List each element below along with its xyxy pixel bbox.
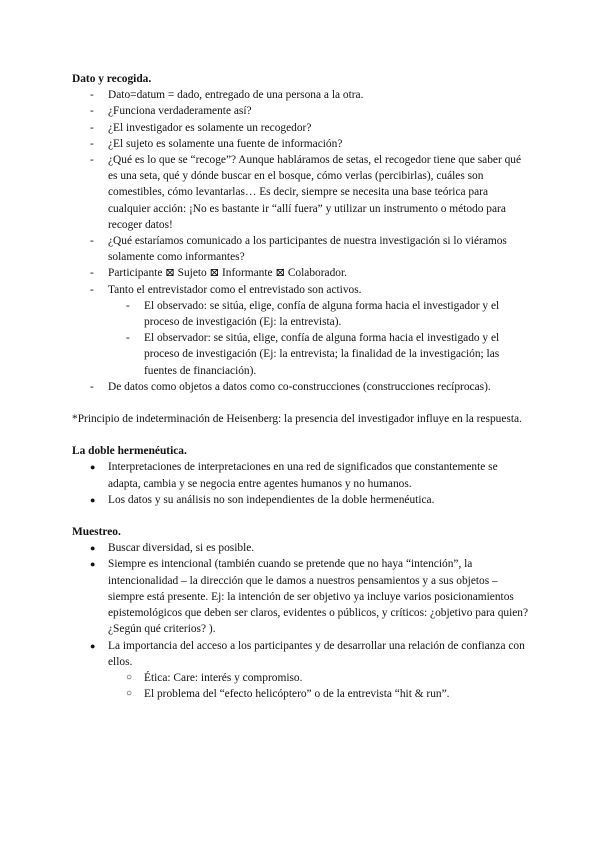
list-item: - De datos como objetos a datos como co-construcciones (construcciones recíprocas). bbox=[72, 379, 530, 395]
list-item: ○ Ética: Care: interés y compromiso. bbox=[108, 670, 530, 686]
list-item: ● Interpretaciones de interpretaciones en una red de significados que constantemente se adapta, cambia y se negocia entre agentes humanos y no humanos. bbox=[90, 461, 498, 490]
muestreo-list bbox=[72, 540, 530, 702]
dash-marker: - bbox=[90, 380, 94, 393]
list-item: ● Buscar diversidad, si es posible. bbox=[72, 540, 530, 556]
list-item: - ¿Qué es lo que se “recoge”? Aunque habláramos de setas, el recogedor tiene que saber qué es una seta, qué y dónde buscar en el bosque, cómo verlas (percibirlas), cuáles son comestibles, cómo levantarlas… Es decir, siempre se necesita una base teórica para cualquier acción: ¡No es bastante ir “allí fuera” y utilizar un instrumento o método para recoger datos! bbox=[90, 154, 522, 231]
bullet-marker: ● bbox=[90, 559, 96, 570]
heisenberg-note: *Principio de indeterminación de Heisenberg: la presencia del investigador influye en la respuesta. bbox=[72, 413, 522, 426]
bullet-marker: ● bbox=[90, 462, 96, 473]
bullet-marker: ● bbox=[90, 640, 96, 651]
dash-marker: - bbox=[90, 89, 94, 102]
list-item: ● Siempre es intencional (también cuando se pretende que no haya “intención”, la intencionalidad – la dirección que le damos a nuestros pensamientos y a sus objetos – siempre está presente. Ej: la intención de ser objetivo ya incluye varios posicionamientos epistemológicos que deben ser claros, evidentes o públicos, y críticos: ¿objetivo para quien? ¿Según qué criterios? ). bbox=[90, 558, 529, 636]
dash-marker: - bbox=[90, 105, 94, 118]
list-item: - El observador: se sitúa, elige, confía de alguna forma hacia el investigado y el proceso de investigación (Ej: la entrevista; la finalidad de la investigación; las fuentes de financiación). bbox=[126, 332, 500, 377]
section-heading-doble: La doble hermenéutica. bbox=[72, 445, 187, 458]
dato-sublist bbox=[108, 298, 530, 379]
circle-marker: ○ bbox=[126, 688, 133, 700]
dash-marker: - bbox=[90, 154, 94, 167]
dash-marker: - bbox=[126, 299, 130, 312]
dash-marker: - bbox=[90, 235, 94, 248]
list-item: - El observado: se sitúa, elige, confía de alguna forma hacia el investigador y el proceso de investigación (Ej: la entrevista). bbox=[126, 299, 500, 329]
circle-marker: ○ bbox=[126, 671, 133, 683]
list-item: - Participante ⊠ Sujeto ⊠ Informante ⊠ Colaborador. bbox=[72, 265, 530, 281]
list-item: ● Los datos y su análisis no son independientes de la doble hermenéutica. bbox=[72, 492, 530, 508]
list-item: - ¿El investigador es solamente un recogedor? bbox=[72, 120, 530, 136]
list-item: - Dato=datum = dado, entregado de una persona a la otra. bbox=[72, 87, 530, 103]
bullet-marker: ● bbox=[90, 543, 96, 554]
dash-marker: - bbox=[90, 137, 94, 150]
muestreo-sublist bbox=[108, 670, 530, 702]
section-heading-muestreo: Muestreo. bbox=[72, 526, 121, 539]
list-item: - ¿El sujeto es solamente una fuente de información? bbox=[72, 136, 530, 152]
list-item: - ¿Qué estaríamos comunicado a los participantes de nuestra investigación si lo viéramos solamente como informantes? bbox=[90, 235, 507, 264]
list-item: ○ El problema del “efecto helicóptero” o de la entrevista “hit & run”. bbox=[108, 686, 530, 702]
section-heading-dato: Dato y recogida. bbox=[72, 73, 152, 85]
dash-marker: - bbox=[90, 267, 94, 280]
dash-marker: - bbox=[90, 121, 94, 134]
dato-list bbox=[72, 87, 530, 395]
dash-marker: - bbox=[126, 332, 130, 345]
bullet-marker: ● bbox=[90, 494, 96, 505]
list-item: - ¿Funciona verdaderamente así? bbox=[72, 103, 530, 119]
list-item: - Tanto el entrevistador como el entrevistado son activos. - El observado: se sitúa, elige, confía de alguna forma hacia el investigador y el proceso de investigación (Ej: la entrevista). - El observador: se sitúa, elige, confía de alguna forma hacia el investigado y el proceso de investigación (Ej: la entrevista; la finalidad de la investigación; las fuentes de financiación). bbox=[72, 282, 530, 379]
list-item: ● La importancia del acceso a los participantes y de desarrollar una relación de confianza con ellos. ○ Ética: Care: interés y compromiso. ○ El problema del “efecto helicóptero” o de la entrevista “hit & run”. bbox=[72, 638, 530, 703]
doble-list bbox=[72, 459, 530, 508]
dash-marker: - bbox=[90, 283, 94, 296]
